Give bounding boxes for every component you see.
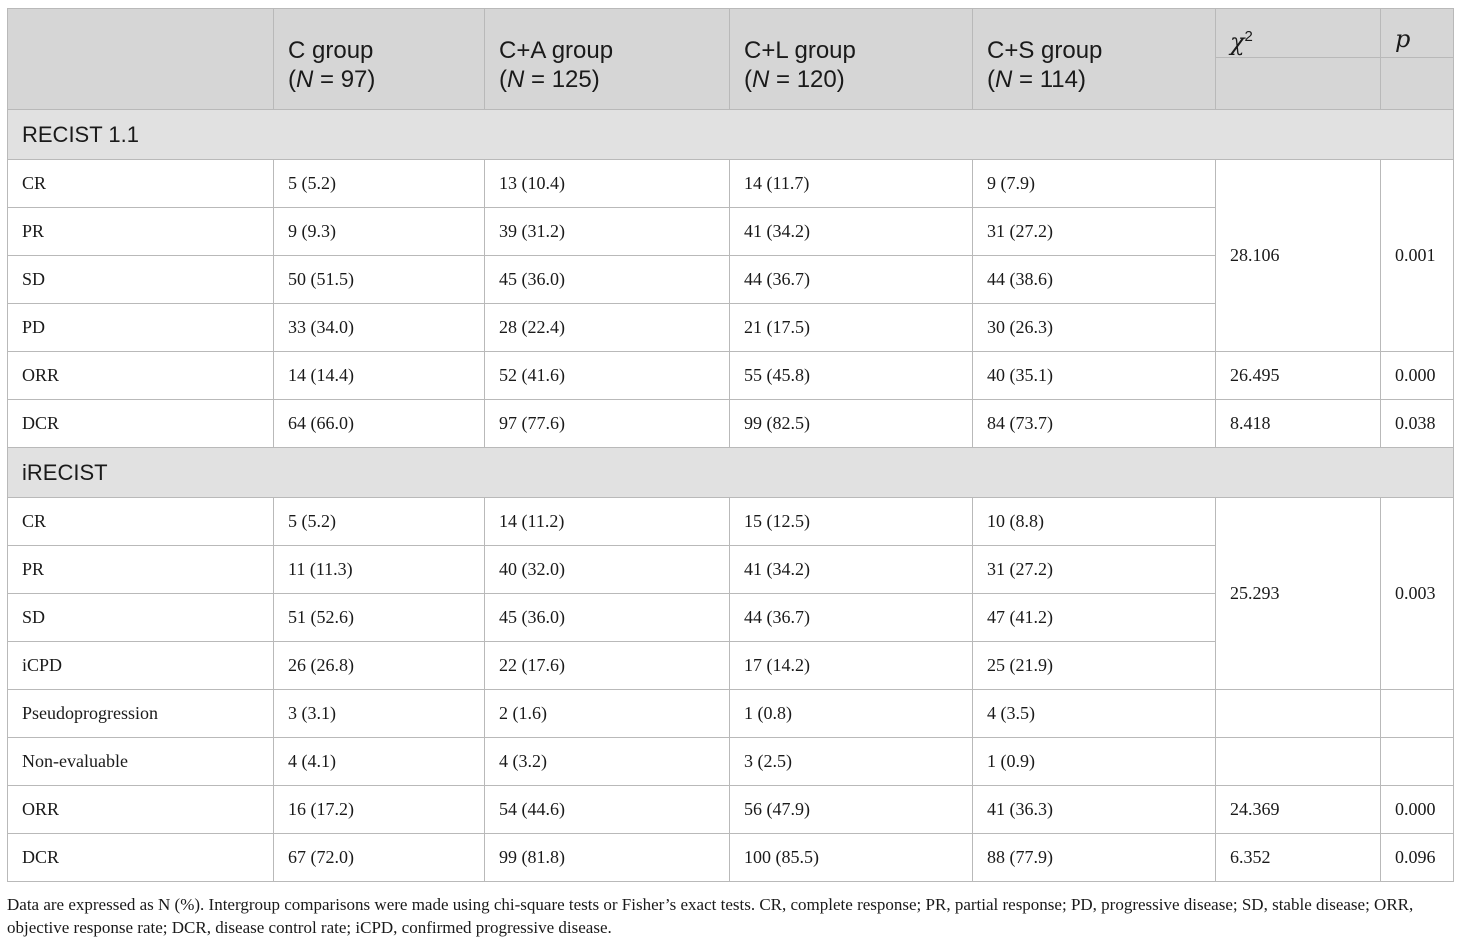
value-cell: 16 (17.2) [274,786,485,834]
value-cell: 40 (35.1) [973,352,1216,400]
value-cell: 64 (66.0) [274,400,485,448]
table-row-orr [8,352,1454,400]
value-cell: 1 (0.9) [973,738,1216,786]
value-cell: 44 (36.7) [730,256,973,304]
n-value: = 120) [769,66,845,93]
value-cell: 39 (31.2) [485,208,730,256]
p-value: 0.000 [1381,352,1454,400]
value-cell: 41 (34.2) [730,546,973,594]
p-value: 0.096 [1381,834,1454,882]
value-cell: 9 (9.3) [274,208,485,256]
group-name: C+L group [744,37,856,64]
row-label: SD [8,594,274,642]
value-cell: 51 (52.6) [274,594,485,642]
value-cell: 14 (11.7) [730,160,973,208]
section-header-row [8,448,1454,498]
header-p-sub-empty [1381,58,1454,110]
value-cell: 10 (8.8) [973,498,1216,546]
group-name: C+S group [987,37,1103,64]
header-cl-group: C+L group (N = 120) [730,9,973,110]
chi-symbol: χ [1230,27,1245,56]
section-title: iRECIST [8,448,1454,498]
p-value: 0.001 [1381,160,1454,352]
value-cell: 55 (45.8) [730,352,973,400]
p-symbol: p [1395,24,1411,53]
response-table [7,8,1454,882]
value-cell: 14 (14.4) [274,352,485,400]
value-cell: 30 (26.3) [973,304,1216,352]
header-chi-sub-empty [1216,58,1381,110]
table-row-dcr [8,400,1454,448]
chi-square-value [1216,738,1381,786]
chi-square-value: 25.293 [1216,498,1381,690]
value-cell: 3 (2.5) [730,738,973,786]
table-row-cr [8,160,1454,208]
value-cell: 17 (14.2) [730,642,973,690]
row-label: PR [8,546,274,594]
table-row-cr [8,498,1454,546]
value-cell: 13 (10.4) [485,160,730,208]
value-cell: 25 (21.9) [973,642,1216,690]
value-cell: 45 (36.0) [485,256,730,304]
chi-square-value: 8.418 [1216,400,1381,448]
n-value: = 125) [524,66,600,93]
table-row-orr [8,786,1454,834]
n-value: = 114) [1012,66,1086,93]
p-value: 0.000 [1381,786,1454,834]
value-cell: 47 (41.2) [973,594,1216,642]
n-label: N [296,66,314,93]
row-label: PD [8,304,274,352]
value-cell: 44 (38.6) [973,256,1216,304]
row-label: DCR [8,834,274,882]
value-cell: 41 (36.3) [973,786,1216,834]
table-body [8,110,1454,882]
value-cell: 2 (1.6) [485,690,730,738]
row-label: PR [8,208,274,256]
group-name: C+A group [499,37,614,64]
value-cell: 44 (36.7) [730,594,973,642]
value-cell: 88 (77.9) [973,834,1216,882]
table-row-dcr [8,834,1454,882]
value-cell: 56 (47.9) [730,786,973,834]
section-title: RECIST 1.1 [8,110,1454,160]
value-cell: 4 (3.5) [973,690,1216,738]
value-cell: 4 (3.2) [485,738,730,786]
chi-superscript: 2 [1244,27,1253,45]
header-row [8,9,1454,58]
value-cell: 5 (5.2) [274,498,485,546]
row-label: DCR [8,400,274,448]
value-cell: 3 (3.1) [274,690,485,738]
p-value: 0.003 [1381,498,1454,690]
row-label: CR [8,498,274,546]
chi-square-value: 24.369 [1216,786,1381,834]
value-cell: 54 (44.6) [485,786,730,834]
value-cell: 99 (81.8) [485,834,730,882]
value-cell: 84 (73.7) [973,400,1216,448]
row-label: ORR [8,352,274,400]
table-row-non-evaluable [8,738,1454,786]
header-cs-group: C+S group (N = 114) [973,9,1216,110]
p-value: 0.038 [1381,400,1454,448]
value-cell: 52 (41.6) [485,352,730,400]
p-value [1381,690,1454,738]
table-row-pseudoprogression [8,690,1454,738]
n-label: N [752,66,770,93]
header-chi-square [1216,9,1381,58]
value-cell: 100 (85.5) [730,834,973,882]
p-value [1381,738,1454,786]
value-cell: 21 (17.5) [730,304,973,352]
value-cell: 9 (7.9) [973,160,1216,208]
value-cell: 26 (26.8) [274,642,485,690]
value-cell: 4 (4.1) [274,738,485,786]
header-p [1381,9,1454,58]
row-label: iCPD [8,642,274,690]
row-label: Non-evaluable [8,738,274,786]
value-cell: 5 (5.2) [274,160,485,208]
value-cell: 28 (22.4) [485,304,730,352]
value-cell: 15 (12.5) [730,498,973,546]
value-cell: 1 (0.8) [730,690,973,738]
value-cell: 67 (72.0) [274,834,485,882]
results-table-container [7,8,1453,882]
value-cell: 33 (34.0) [274,304,485,352]
chi-square-value: 6.352 [1216,834,1381,882]
n-label: N [507,66,525,93]
value-cell: 22 (17.6) [485,642,730,690]
header-ca-group: C+A group (N = 125) [485,9,730,110]
row-label: ORR [8,786,274,834]
row-label: CR [8,160,274,208]
value-cell: 97 (77.6) [485,400,730,448]
value-cell: 14 (11.2) [485,498,730,546]
chi-square-value: 26.495 [1216,352,1381,400]
value-cell: 40 (32.0) [485,546,730,594]
value-cell: 41 (34.2) [730,208,973,256]
chi-square-value: 28.106 [1216,160,1381,352]
n-label: N [995,66,1013,93]
value-cell: 11 (11.3) [274,546,485,594]
section-header-row [8,110,1454,160]
value-cell: 50 (51.5) [274,256,485,304]
n-value: = 97) [313,66,376,93]
chi-square-value [1216,690,1381,738]
value-cell: 99 (82.5) [730,400,973,448]
value-cell: 31 (27.2) [973,208,1216,256]
header-empty-cell [8,9,274,110]
row-label: Pseudoprogression [8,690,274,738]
group-name: C group [288,37,374,64]
table-footnote: Data are expressed as N (%). Intergroup comparisons were made using chi-square tests or Fisher’s exact tests. CR, complete response; PR, partial response; PD, progressive disease; SD, stable disease; ORR, objective response rate; DCR, disease control rate; iCPD, confirmed progressive disease. [7,895,1414,937]
header-c-group: C group (N = 97) [274,9,485,110]
value-cell: 31 (27.2) [973,546,1216,594]
value-cell: 45 (36.0) [485,594,730,642]
row-label: SD [8,256,274,304]
